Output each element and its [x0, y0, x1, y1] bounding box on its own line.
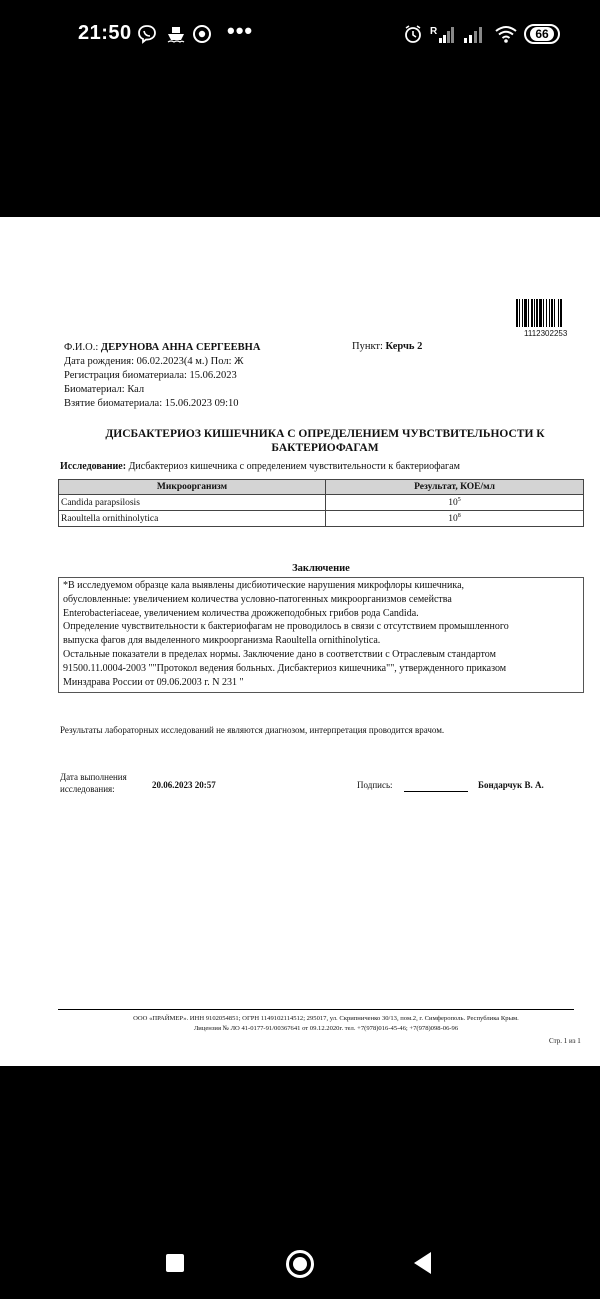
- birth-date: Дата рождения: 06.02.2023(4 м.) Пол: Ж: [64, 356, 244, 367]
- report-title: [80, 427, 570, 455]
- lab-report-page: [0, 217, 600, 1066]
- recent-apps-icon[interactable]: [166, 1254, 184, 1272]
- signature-line: [404, 791, 468, 792]
- home-icon[interactable]: [286, 1250, 314, 1278]
- execution-label-line-2: исследования:: [60, 784, 115, 794]
- table-header-row: [59, 480, 584, 495]
- result-base: 10: [448, 514, 458, 525]
- signal-icon: [462, 24, 486, 44]
- footer-divider: [58, 1009, 574, 1010]
- conclusion-line: Enterobacteriaceae, увеличением количества дрожжеподобных грибов рода Candida.: [63, 607, 419, 619]
- biomaterial: Биоматериал: Кал: [64, 384, 145, 395]
- title-line-1: ДИСБАКТЕРИОЗ КИШЕЧНИКА С ОПРЕДЕЛЕНИЕМ ЧУВСТВИТЕЛЬНОСТИ К: [105, 428, 545, 440]
- research-value: Дисбактериоз кишечника с определением чувствительности к бактериофагам: [128, 461, 460, 472]
- battery-icon: [524, 24, 560, 44]
- conclusion-line: *В исследуемом образце кала выявлены дисбиотические нарушения микрофлоры кишечника,: [63, 580, 465, 591]
- collection-point: [352, 341, 422, 352]
- conclusion-title: Заключение: [292, 563, 350, 574]
- more-notifications: •••: [227, 18, 254, 43]
- column-header-result: Результат, КОЕ/мл: [326, 480, 584, 495]
- registration-date: Регистрация биоматериала: 15.06.2023: [64, 370, 237, 381]
- ship-icon: [166, 24, 186, 44]
- research-line: [60, 461, 460, 472]
- result-exponent: 8: [457, 512, 461, 519]
- organism-cell: Candida parapsilosis: [59, 495, 326, 511]
- chrome-icon: [192, 24, 212, 44]
- conclusion-line: Минздрава России от 09.06.2003 г. N 231 ": [63, 676, 244, 688]
- conclusion-line: обусловленные: увеличением количества условно-патогенных микроорганизмов семейства: [63, 593, 452, 605]
- wifi-icon: [494, 24, 518, 44]
- collection-date: Взятие биоматериала: 15.06.2023 09:10: [64, 398, 239, 409]
- patient-name: ДЕРУНОВА АННА СЕРГЕЕВНА: [100, 342, 261, 353]
- table-row: [59, 511, 584, 527]
- results-table: [58, 479, 584, 527]
- patient-info: [64, 341, 260, 411]
- point-label: Пункт:: [352, 341, 383, 352]
- execution-label: [60, 771, 127, 795]
- disclaimer: Результаты лабораторных исследований не являются диагнозом, интерпретация проводится врачом.: [60, 725, 445, 735]
- table-row: [59, 495, 584, 511]
- point-value: Керчь 2: [385, 341, 423, 352]
- title-line-2: БАКТЕРИОФАГАМ: [271, 442, 379, 454]
- conclusion-line: Определение чувствительности к бактериофагам не проводилось в связи с отсутствием промышленного: [63, 621, 509, 633]
- result-base: 10: [448, 498, 458, 509]
- column-header-organism: Микроорганизм: [59, 480, 326, 495]
- footer: [58, 1014, 594, 1034]
- result-cell: [326, 511, 584, 527]
- signer-name: Бондарчук В. А.: [478, 780, 544, 790]
- back-icon[interactable]: [414, 1252, 431, 1274]
- navigation-bar: [0, 1220, 600, 1299]
- status-bar: [0, 0, 600, 70]
- conclusion-box: [58, 577, 584, 693]
- roaming-signal-icon: [430, 24, 456, 44]
- clock: 21:50: [78, 22, 132, 44]
- viber-icon: [137, 24, 157, 44]
- alarm-icon: [403, 24, 423, 44]
- footer-line-2: Лицензия № ЛО 41-0177-91/00367641 от 09.12.2020г. тел. +7(978)016-45-46; +7(978)098-06-96: [193, 1025, 459, 1032]
- page-number: Стр. 1 из 1: [549, 1037, 581, 1045]
- result-exponent: 5: [457, 496, 461, 503]
- execution-label-line-1: Дата выполнения: [60, 772, 127, 782]
- conclusion-line: выпуска фагов для выделенного микроорганизма Raoultella ornithinolytica.: [63, 635, 381, 647]
- conclusion-line: 91500.11.0004-2003 ""Протокол ведения больных. Дисбактериоз кишечника"", утвержденного приказом: [63, 662, 507, 674]
- battery-level: 66: [530, 27, 553, 41]
- research-label: Исследование:: [60, 461, 127, 472]
- execution-date: 20.06.2023 20:57: [152, 780, 216, 790]
- footer-line-1: ООО «ПРАЙМЕР». ИНН 9102054851; ОГРН 1149102114512; 295017, ул. Скрипниченко 30/13, пом.2, г. Симферополь. Республика Крым.: [133, 1015, 519, 1022]
- svg-text:R: R: [430, 26, 438, 37]
- result-cell: [326, 495, 584, 511]
- barcode: [516, 299, 574, 327]
- barcode-number: 1112302253: [524, 329, 568, 338]
- conclusion-line: Остальные показатели в пределах нормы. Заключение дано в соответствии с Отраслевым стандартом: [63, 648, 496, 660]
- organism-cell: Raoultella ornithinolytica: [59, 511, 326, 527]
- signature-label: Подпись:: [357, 780, 393, 790]
- name-label: Ф.И.О.:: [64, 342, 99, 353]
